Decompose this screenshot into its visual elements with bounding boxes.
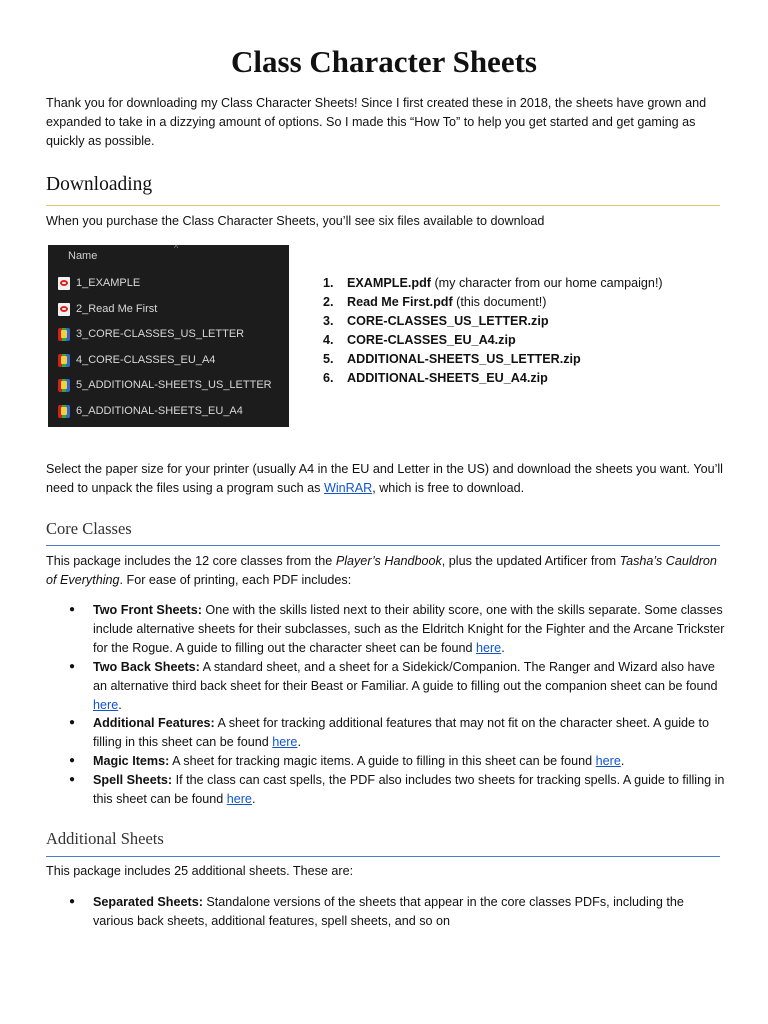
- download-file-list: [323, 274, 723, 387]
- additional-sheets-list: [46, 893, 726, 931]
- zip-icon: [58, 354, 70, 367]
- file-row: [58, 352, 215, 368]
- sort-caret-icon: ^: [174, 243, 179, 253]
- zip-icon: [58, 405, 70, 418]
- list-item: ● Separated Sheets: Standalone versions of the sheets that appear in the core classes PDFs, including the various back sheets, additional features, spell sheets, and so on: [46, 893, 726, 931]
- list-item: 5. ADDITIONAL-SHEETS_US_LETTER.zip: [323, 351, 581, 366]
- downloading-heading: Downloading: [46, 174, 153, 195]
- list-item: ● Additional Features: A sheet for tracking additional features that may not fit on the character sheet. A guide to filling in this sheet can be found here.: [46, 714, 726, 752]
- file-row: [58, 326, 244, 342]
- downloading-text: When you purchase the Class Character Sheets, you’ll see six files available to download: [46, 214, 545, 228]
- list-item: ● Spell Sheets: If the class can cast spells, the PDF also includes two sheets for tracking spells. A guide to filling in this sheet can be found here.: [46, 771, 726, 809]
- guide-link[interactable]: here: [93, 697, 119, 712]
- guide-link[interactable]: here: [226, 792, 252, 807]
- file-row: [58, 377, 272, 393]
- list-item: ● Two Back Sheets: A standard sheet, and a sheet for a Sidekick/Companion. The Ranger and Wizard also have an alternative third back sheet for their Beast or Familiar. A guide to filling out the companion sheet can be found here.: [46, 658, 726, 715]
- list-item: 4. CORE-CLASSES_EU_A4.zip: [323, 332, 516, 347]
- file-name: 6_ADDITIONAL-SHEETS_EU_A4: [76, 405, 243, 417]
- pdf-icon: [58, 303, 70, 316]
- core-classes-heading: Core Classes: [46, 519, 132, 538]
- guide-link[interactable]: here: [475, 640, 502, 655]
- file-row: [58, 403, 243, 419]
- pdf-icon: [58, 277, 70, 290]
- core-classes-list: [46, 601, 726, 809]
- file-name: 4_CORE-CLASSES_EU_A4: [76, 354, 216, 366]
- file-name: 1_EXAMPLE: [76, 277, 141, 289]
- list-item: 6. ADDITIONAL-SHEETS_EU_A4.zip: [323, 370, 548, 385]
- file-row: [58, 275, 140, 291]
- name-column-header: Name: [68, 250, 98, 262]
- list-item: ● Magic Items: A sheet for tracking magic items. A guide to filling in this sheet can be found here.: [46, 752, 726, 771]
- intro-paragraph: Thank you for downloading my Class Character Sheets! Since I first created these in 2018, the sheets have grown and expanded to take in a dizzying amount of options. So I made this “How To” to help you get started and get gaming as quickly as possible.: [46, 96, 707, 148]
- page-title: Class Character Sheets: [231, 44, 537, 79]
- zip-icon: [58, 379, 70, 392]
- guide-link[interactable]: here: [272, 735, 298, 750]
- downloading-divider: [46, 205, 720, 206]
- guide-link[interactable]: here: [595, 754, 621, 769]
- list-item: ● Two Front Sheets: One with the skills listed next to their ability score, one with the skills separate. Some classes include alternative sheets for their subclasses, such as the Eldritch Knight for the Fighter and the Arcane Trickster for the Rogue. A guide to filling out the character sheet can be found here.: [46, 601, 726, 658]
- core-classes-divider: [46, 545, 720, 546]
- file-row: [58, 301, 157, 317]
- winrar-link[interactable]: WinRAR: [323, 480, 373, 495]
- list-item: 1. EXAMPLE.pdf (my character from our home campaign!): [323, 276, 663, 290]
- list-item: 2. Read Me First.pdf (this document!): [323, 294, 547, 309]
- file-name: 2_Read Me First: [76, 303, 158, 315]
- additional-sheets-text: This package includes 25 additional sheets. These are:: [46, 864, 354, 878]
- file-name: 3_CORE-CLASSES_US_LETTER: [76, 328, 245, 340]
- list-item: 3. CORE-CLASSES_US_LETTER.zip: [323, 313, 549, 328]
- additional-sheets-divider: [46, 856, 720, 857]
- paper-size-paragraph: Select the paper size for your printer (usually A4 in the EU and Letter in the US) and download the sheets you want. You’ll need to unpack the files using a program such as WinRAR, which is free to download.: [46, 462, 723, 495]
- zip-icon: [58, 328, 70, 341]
- file-explorer-screenshot: [48, 245, 289, 427]
- additional-sheets-heading: Additional Sheets: [46, 829, 164, 848]
- core-classes-paragraph: This package includes the 12 core classes from the Player’s Handbook, plus the updated Artificer from Tasha’s Cauldron of Everything. For ease of printing, each PDF includes:: [46, 554, 717, 587]
- file-name: 5_ADDITIONAL-SHEETS_US_LETTER: [76, 379, 272, 391]
